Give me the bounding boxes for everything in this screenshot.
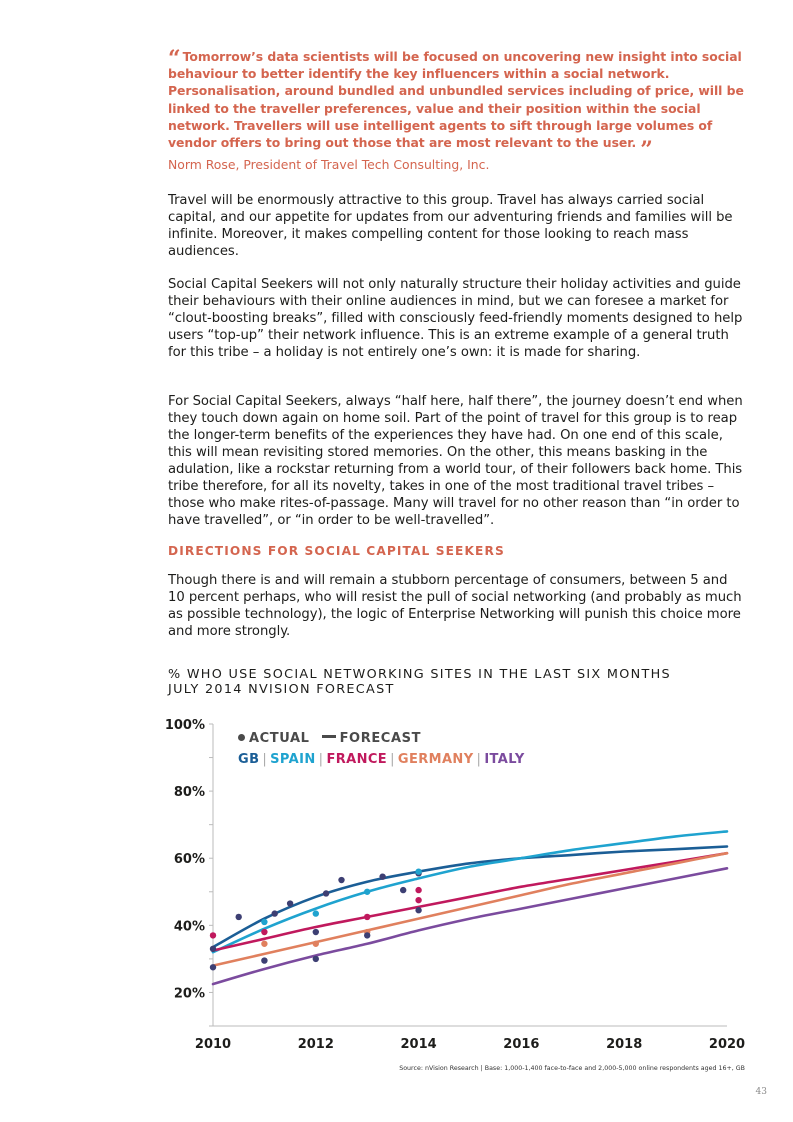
legend-spain: SPAIN (270, 752, 316, 767)
body-paragraph: Travel will be enormously attractive to this group. Travel has always carried social capital, and our appetite for updates from our adventuring friends and families will be infinite. Moreover, it makes compelling content for those looking to reach mass audiences. (168, 193, 733, 259)
actual-point-gb (379, 873, 385, 879)
legend-separator: | (262, 752, 268, 767)
x-tick-label: 2016 (503, 1037, 540, 1052)
chart-title (168, 667, 671, 697)
quote-text: Tomorrow’s data scientists will be focused on uncovering new insight into social behaviour to better identify the key influencers within a social network. Personalisation, around bundled and unbundled services including of price, will be linked to the traveller preferences, value and their position within the social network. Travellers will use intelligent agents to sift through large volumes of vendor offers to bring out those that are most relevant to the user. (168, 49, 744, 151)
close-quote-icon: ” (640, 137, 653, 164)
chart-title-line2: JULY 2014 NVISION FORECAST (168, 682, 395, 697)
open-quote-icon: “ (168, 46, 181, 72)
legend-france: FRANCE (326, 752, 388, 767)
legend-separator: | (318, 752, 324, 767)
section-paragraph-wrap (168, 572, 748, 640)
body-paragraph-3-wrap (168, 393, 748, 529)
actual-point-spain (364, 889, 370, 895)
body-paragraph-1-wrap (168, 192, 748, 260)
legend-italy: ITALY (484, 752, 525, 767)
actual-point-italy (313, 929, 319, 935)
actual-point-gb (338, 877, 344, 883)
series-line-italy (213, 868, 727, 984)
actual-point-france (415, 897, 421, 903)
actual-point-gb (210, 946, 216, 952)
actual-point-gb (323, 890, 329, 896)
actual-point-germany (261, 941, 267, 947)
y-tick-label: 40% (173, 919, 205, 935)
source-note: Source: nVision Research | Base: 1,000-1,400 face-to-face and 2,000-5,000 online respondents aged 16+, GB (399, 1065, 745, 1072)
section-paragraph: Though there is and will remain a stubborn percentage of consumers, between 5 and 10 percent perhaps, who will resist the pull of social networking (and probably as much as possible technology), the logic of Enterprise Networking will punish this choice more and more strongly. (168, 573, 742, 639)
quote-text-block (168, 46, 748, 164)
legend-separator: | (476, 752, 482, 767)
quote-author: Norm Rose, President of Travel Tech Consulting, Inc. (168, 157, 490, 173)
actual-point-france (364, 914, 370, 920)
actual-point-gb (271, 910, 277, 916)
pull-quote (168, 48, 748, 173)
chart-legend (238, 731, 525, 767)
actual-point-spain (415, 868, 421, 874)
actual-point-spain (261, 919, 267, 925)
actual-point-france (210, 932, 216, 938)
legend-key (238, 731, 525, 746)
actual-point-italy (364, 932, 370, 938)
legend-gb: GB (238, 752, 260, 767)
y-tick-label: 100% (164, 718, 205, 733)
legend-separator: | (390, 752, 395, 767)
body-paragraph: For Social Capital Seekers, always “half here, half there”, the journey doesn’t end when they touch down again on home soil. Part of the point of travel for this group is to reap the longer-term benefits of the experiences they have had. On one end of this scale, this will mean revisiting stored memories. On the other, this means basking in the adulation, like a rockstar returning from a world tour, of their followers back home. This tribe therefore, for all its novelty, takes in one of the most traditional travel tribes – those who make rites-of-passage. Many will travel for no other reason than “in order to have travelled”, or “in order to be well-travelled”. (168, 394, 743, 528)
x-tick-label: 2012 (297, 1037, 334, 1052)
y-tick-label: 80% (173, 785, 205, 801)
body-paragraph: Social Capital Seekers will not only naturally structure their holiday activities and guide their behaviours with their online audiences in mind, but we can foresee a market for “clout-boosting breaks”, filled with consciously feed-friendly moments designed to help users “top-up” their network influence. This is an extreme example of a general truth for this tribe – a holiday is not entirely one’s own: it is made for sharing. (168, 277, 743, 360)
actual-point-italy (313, 956, 319, 962)
actual-point-italy (210, 964, 216, 970)
x-tick-label: 2010 (194, 1037, 232, 1052)
legend-countries (238, 752, 525, 767)
chart-title-line1: % WHO USE SOCIAL NETWORKING SITES IN THE LAST SIX MONTHS (168, 667, 671, 682)
actual-point-france (415, 887, 421, 893)
actual-point-gb (287, 900, 293, 906)
legend-germany: GERMANY (397, 752, 474, 767)
y-tick-label: 60% (173, 852, 205, 868)
actual-point-france (261, 929, 267, 935)
y-tick-label: 20% (173, 986, 205, 1002)
actual-dot-icon (238, 734, 245, 741)
forecast-line-icon (322, 735, 336, 738)
actual-point-italy (261, 957, 267, 963)
actual-point-italy (415, 907, 421, 913)
page-number: 43 (755, 1087, 767, 1097)
legend-forecast: FORECAST (339, 731, 422, 746)
actual-point-italy (400, 887, 406, 893)
x-tick-label: 2018 (606, 1037, 643, 1052)
body-paragraph-2-wrap (168, 276, 748, 361)
x-tick-label: 2014 (400, 1037, 437, 1052)
legend-actual: ACTUAL (249, 731, 310, 746)
section-heading: DIRECTIONS FOR SOCIAL CAPITAL SEEKERS (168, 544, 505, 558)
actual-point-spain (313, 910, 319, 916)
series-line-germany (213, 853, 727, 965)
x-tick-label: 2020 (708, 1037, 746, 1052)
actual-point-germany (313, 941, 319, 947)
actual-point-gb (236, 914, 242, 920)
